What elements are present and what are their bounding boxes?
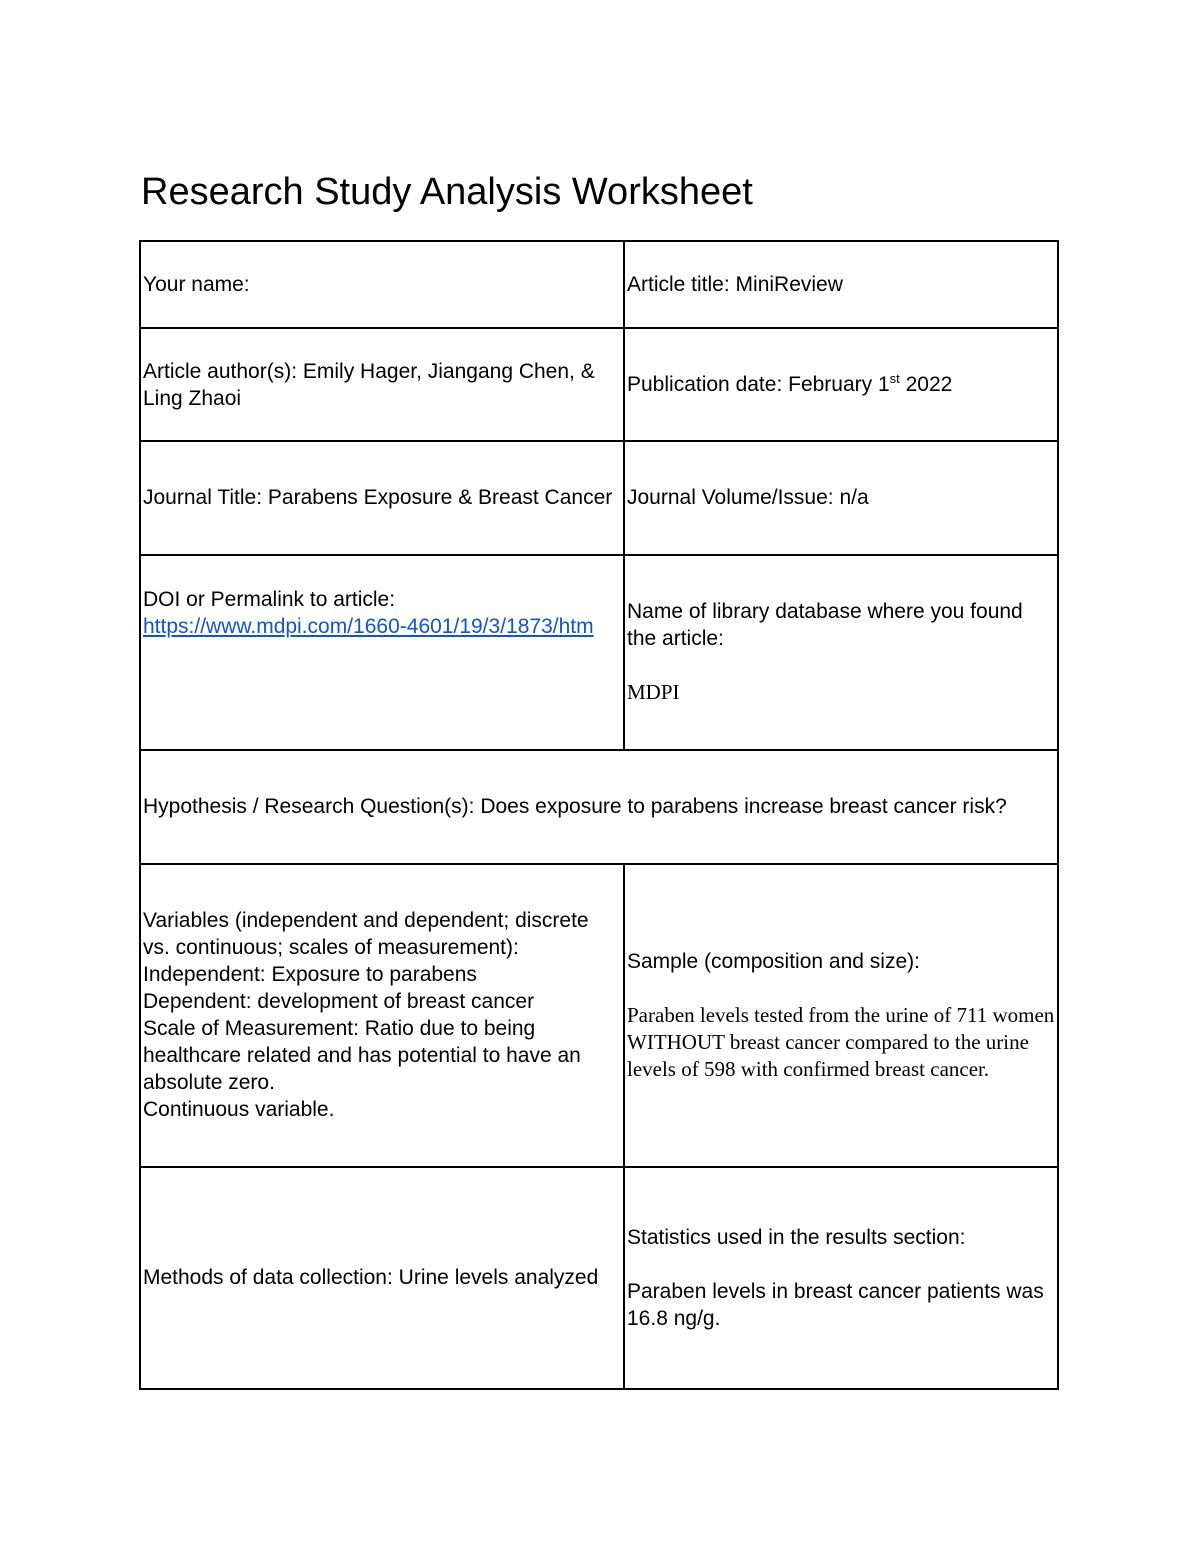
statistics-value: Paraben levels in breast cancer patients was 16.8 ng/g.	[627, 1279, 1044, 1330]
variables-line: Dependent: development of breast cancer	[143, 990, 535, 1014]
database-label: Name of library database where you found the article:	[627, 600, 1023, 651]
table-row	[140, 864, 1058, 1167]
hypothesis-value: Does exposure to parabens increase breast cancer risk?	[480, 795, 1007, 819]
page-title: Research Study Analysis Worksheet	[141, 171, 753, 213]
database-value: MDPI	[627, 680, 680, 705]
table-row	[140, 1167, 1058, 1389]
worksheet-table	[139, 240, 1059, 1390]
hypothesis-label: Hypothesis / Research Question(s):	[143, 795, 475, 819]
journal-volume-label: Journal Volume/Issue:	[627, 486, 834, 510]
database-cell	[624, 555, 1058, 750]
article-title-cell	[624, 241, 1058, 328]
doi-link[interactable]: https://www.mdpi.com/1660-4601/19/3/1873/htm	[143, 614, 594, 638]
table-row	[140, 241, 1058, 328]
variables-line: Continuous variable.	[143, 1098, 335, 1122]
statistics-label: Statistics used in the results section:	[627, 1225, 966, 1249]
table-row	[140, 750, 1058, 864]
journal-title-cell	[140, 441, 624, 554]
sample-cell	[624, 864, 1058, 1167]
methods-label: Methods of data collection:	[143, 1266, 393, 1290]
sample-label: Sample (composition and size):	[627, 949, 920, 973]
doi-label: DOI or Permalink to article:	[143, 587, 396, 611]
methods-value: Urine levels analyzed	[398, 1266, 599, 1290]
journal-volume-value: n/a	[839, 486, 869, 510]
your-name-label: Your name:	[143, 273, 250, 297]
sample-value: Paraben levels tested from the urine of 711 women WITHOUT breast cancer compared to the urine levels of 598 with confirmed breast cancer.	[627, 1002, 1055, 1081]
doi-cell	[140, 555, 624, 750]
methods-cell	[140, 1167, 624, 1389]
journal-title-label: Journal Title:	[143, 486, 263, 510]
hypothesis-cell	[140, 750, 1058, 864]
your-name-cell	[140, 241, 624, 328]
table-row	[140, 328, 1058, 441]
variables-label: Variables (independent and dependent; discrete vs. continuous; scales of measurement):	[143, 909, 589, 960]
authors-label: Article author(s):	[143, 359, 298, 383]
authors-cell	[140, 328, 624, 441]
variables-line: Scale of Measurement: Ratio due to being healthcare related and has potential to have an absolute zero.	[143, 1017, 581, 1095]
publication-date-cell	[624, 328, 1058, 441]
variables-line: Independent: Exposure to parabens	[143, 963, 477, 987]
journal-title-value: Parabens Exposure & Breast Cancer	[267, 486, 613, 510]
table-row	[140, 441, 1058, 554]
article-title-label: Article title:	[627, 273, 730, 297]
authors-value: Emily Hager, Jiangang Chen, & Ling Zhaoi	[143, 359, 595, 410]
publication-date-label: Publication date:	[627, 373, 783, 397]
table-row	[140, 555, 1058, 750]
variables-cell	[140, 864, 624, 1167]
journal-volume-cell	[624, 441, 1058, 554]
article-title-value: MiniReview	[735, 273, 843, 297]
publication-date-value: February 1st 2022	[788, 371, 953, 397]
statistics-cell	[624, 1167, 1058, 1389]
